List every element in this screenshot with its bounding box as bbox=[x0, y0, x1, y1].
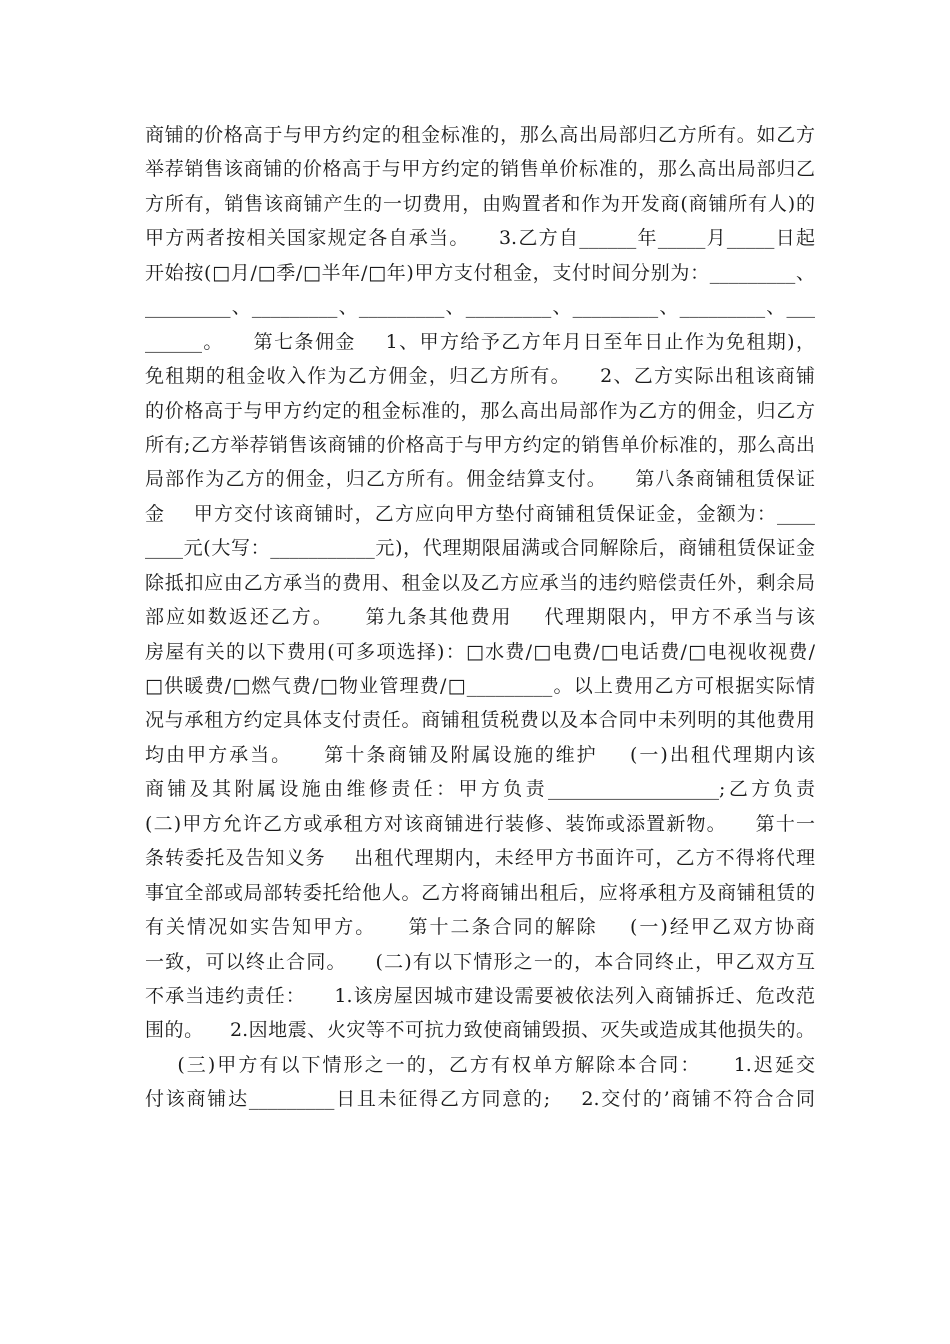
text-line: 一致，可以终止合同。 (二)有以下情形之一的，本合同终止，甲乙双方互 bbox=[145, 950, 815, 973]
text-line: 方所有，销售该商铺产生的一切费用，由购置者和作为开发商(商铺所有人)的 bbox=[145, 192, 815, 215]
text-line: 况与承租方约定具体支付责任。商铺租赁税费以及本合同中未列明的其他费用 bbox=[145, 709, 815, 732]
text-line: 开始按(□月/□季/□半年/□年)甲方支付租金，支付时间分别为：_________、 bbox=[145, 261, 815, 284]
text-line: _________、_________、_________、_________、_________、_________、___ bbox=[145, 296, 815, 319]
text-line: ______。 第七条佣金 1、甲方给予乙方年月日至年日止作为免租期)， bbox=[145, 330, 815, 353]
text-line: 房屋有关的以下费用(可多项选择)：□水费/□电费/□电话费/□电视收视费/ bbox=[145, 640, 815, 663]
text-line: 免租期的租金收入作为乙方佣金，归乙方所有。 2、乙方实际出租该商铺 bbox=[145, 365, 815, 388]
text-line: 部应如数返还乙方。 第九条其他费用 代理期限内，甲方不承当与该 bbox=[145, 606, 815, 629]
text-line: (二)甲方允许乙方或承租方对该商铺进行装修、装饰或添置新物。 第十一 bbox=[145, 812, 815, 835]
text-line: □供暖费/□燃气费/□物业管理费/□_________。以上费用乙方可根据实际情 bbox=[145, 675, 815, 697]
text-line: 的价格高于与甲方约定的租金标准的，那么高出局部作为乙方的佣金，归乙方 bbox=[145, 399, 815, 422]
text-line: 付该商铺达_________日且未征得乙方同意的; 2.交付的’商铺不符合合同 bbox=[145, 1088, 815, 1111]
contract-body-text bbox=[145, 118, 815, 1117]
text-line: ____元(大写：___________元)，代理期限届满或合同解除后，商铺租赁保证金 bbox=[145, 537, 815, 560]
text-line: 有关情况如实告知甲方。 第十二条合同的解除 (一)经甲乙双方协商 bbox=[145, 916, 815, 939]
text-line: 均由甲方承当。 第十条商铺及附属设施的维护 (一)出租代理期内该 bbox=[145, 743, 815, 766]
text-line: 局部作为乙方的佣金，归乙方所有。佣金结算支付。 第八条商铺租赁保证 bbox=[145, 468, 815, 491]
text-line: 商铺的价格高于与甲方约定的租金标准的，那么高出局部归乙方所有。如乙方 bbox=[145, 124, 815, 146]
text-line: 条转委托及告知义务 出租代理期内，未经甲方书面许可，乙方不得将代理 bbox=[145, 847, 815, 870]
text-line: (三)甲方有以下情形之一的，乙方有权单方解除本合同： 1.迟延交 bbox=[145, 1053, 815, 1076]
text-line: 金 甲方交付该商铺时，乙方应向甲方垫付商铺租赁保证金，金额为：____ bbox=[145, 502, 815, 525]
text-line: 甲方两者按相关国家规定各自承当。 3.乙方自______年_____月_____日起 bbox=[145, 227, 815, 250]
text-line: 事宜全部或局部转委托给他人。乙方将商铺出租后，应将承租方及商铺租赁的 bbox=[145, 881, 815, 904]
text-line: 除抵扣应由乙方承当的费用、租金以及乙方应承当的违约赔偿责任外，剩余局 bbox=[145, 571, 815, 594]
text-line: 所有;乙方举荐销售该商铺的价格高于与甲方约定的销售单价标准的，那么高出 bbox=[145, 433, 815, 456]
text-line: 不承当违约责任： 1.该房屋因城市建设需要被依法列入商铺拆迁、危改范 bbox=[145, 984, 815, 1007]
text-line: 商铺及其附属设施由维修责任：甲方负责__________________;乙方负责 bbox=[145, 778, 815, 801]
text-line: 举荐销售该商铺的价格高于与甲方约定的销售单价标准的，那么高出局部归乙 bbox=[145, 158, 815, 181]
text-line: 围的。 2.因地震、火灾等不可抗力致使商铺毁损、灭失或造成其他损失的。 bbox=[145, 1019, 815, 1042]
